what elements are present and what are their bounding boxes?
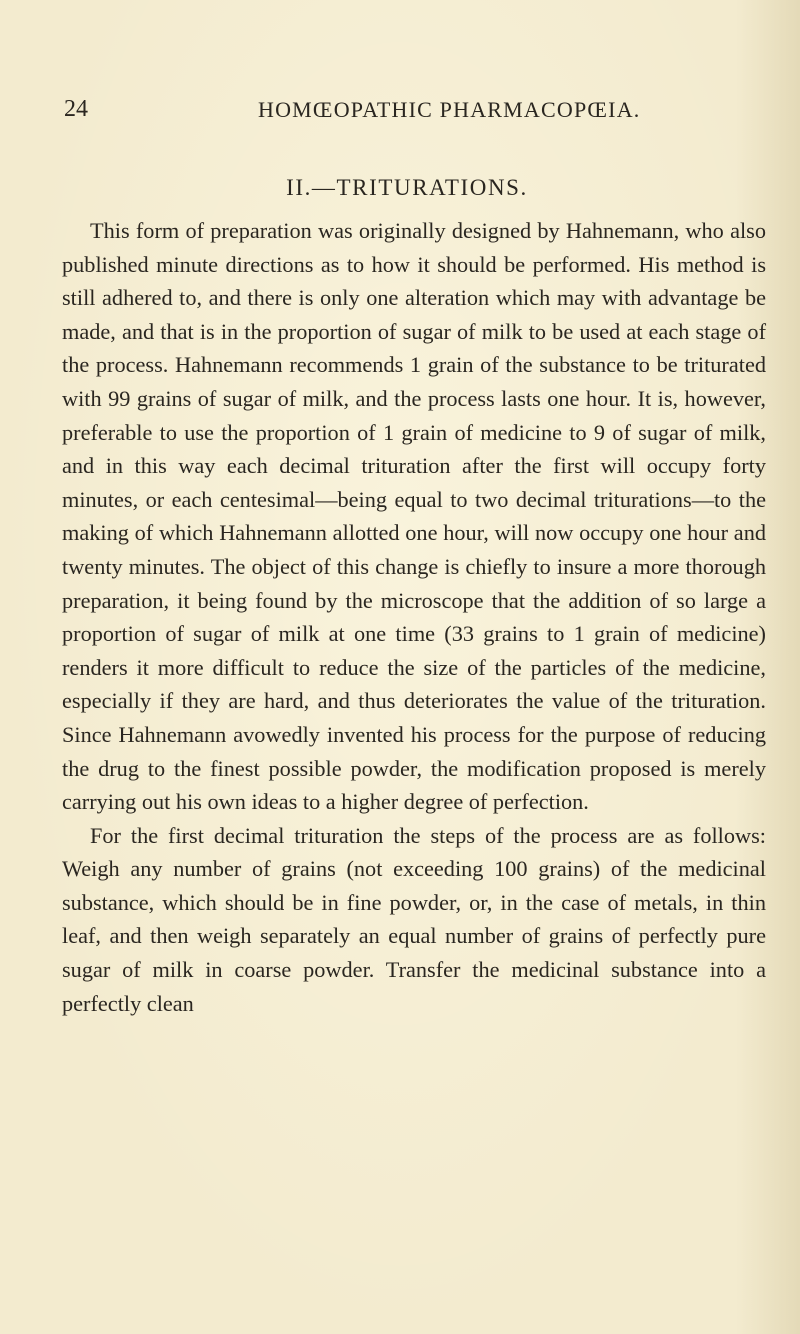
running-head xyxy=(64,96,764,136)
paragraph: For the first decimal trituration the steps of the process are as follows: Weigh any number of grains (not exceeding 100 grains) of the medicinal substance, which should be in fine powder, or, in the case of metals, in thin leaf, and then weigh separately an equal number of grains of perfectly pure sugar of milk in coarse powder. Transfer the medicinal substance into a perfectly clean xyxy=(62,822,766,1016)
running-title: HOMŒOPATHIC PHARMACOPŒIA. xyxy=(258,97,641,122)
body-text xyxy=(62,214,766,1020)
page-number: 24 xyxy=(64,96,88,122)
paragraph: This form of preparation was originally designed by Hahnemann, who also published minute directions as to how it should be performed. His method is still adhered to, and there is only one alteration which may with advantage be made, and that is in the proportion of sugar of milk to be used at each stage of the process. Hahnemann recommends 1 grain of the substance to be triturated with 99 grains of sugar of milk, and the process lasts one hour. It is, however, preferable to use the proportion of 1 grain of medicine to 9 of sugar of milk, and in this way each decimal trituration after the first will occupy forty minutes, or each centesimal—being equal to two decimal triturations—to the making of which Hahnemann allotted one hour, will now occupy one hour and twenty minutes. The object of this change is chiefly to insure a more thorough preparation, it being found by the microscope that the addition of so large a proportion of sugar of milk at one time (33 grains to 1 grain of medicine) renders it more difficult to reduce the size of the particles of the medicine, especially if they are hard, and thus deteriorates the value of the trituration. Since Hahnemann avowedly invented his process for the purpose of reducing the drug to the finest possible powder, the modification proposed is merely carrying out his own ideas to a higher degree of perfection. xyxy=(62,218,766,815)
section-heading: II.—TRITURATIONS. xyxy=(286,175,528,200)
